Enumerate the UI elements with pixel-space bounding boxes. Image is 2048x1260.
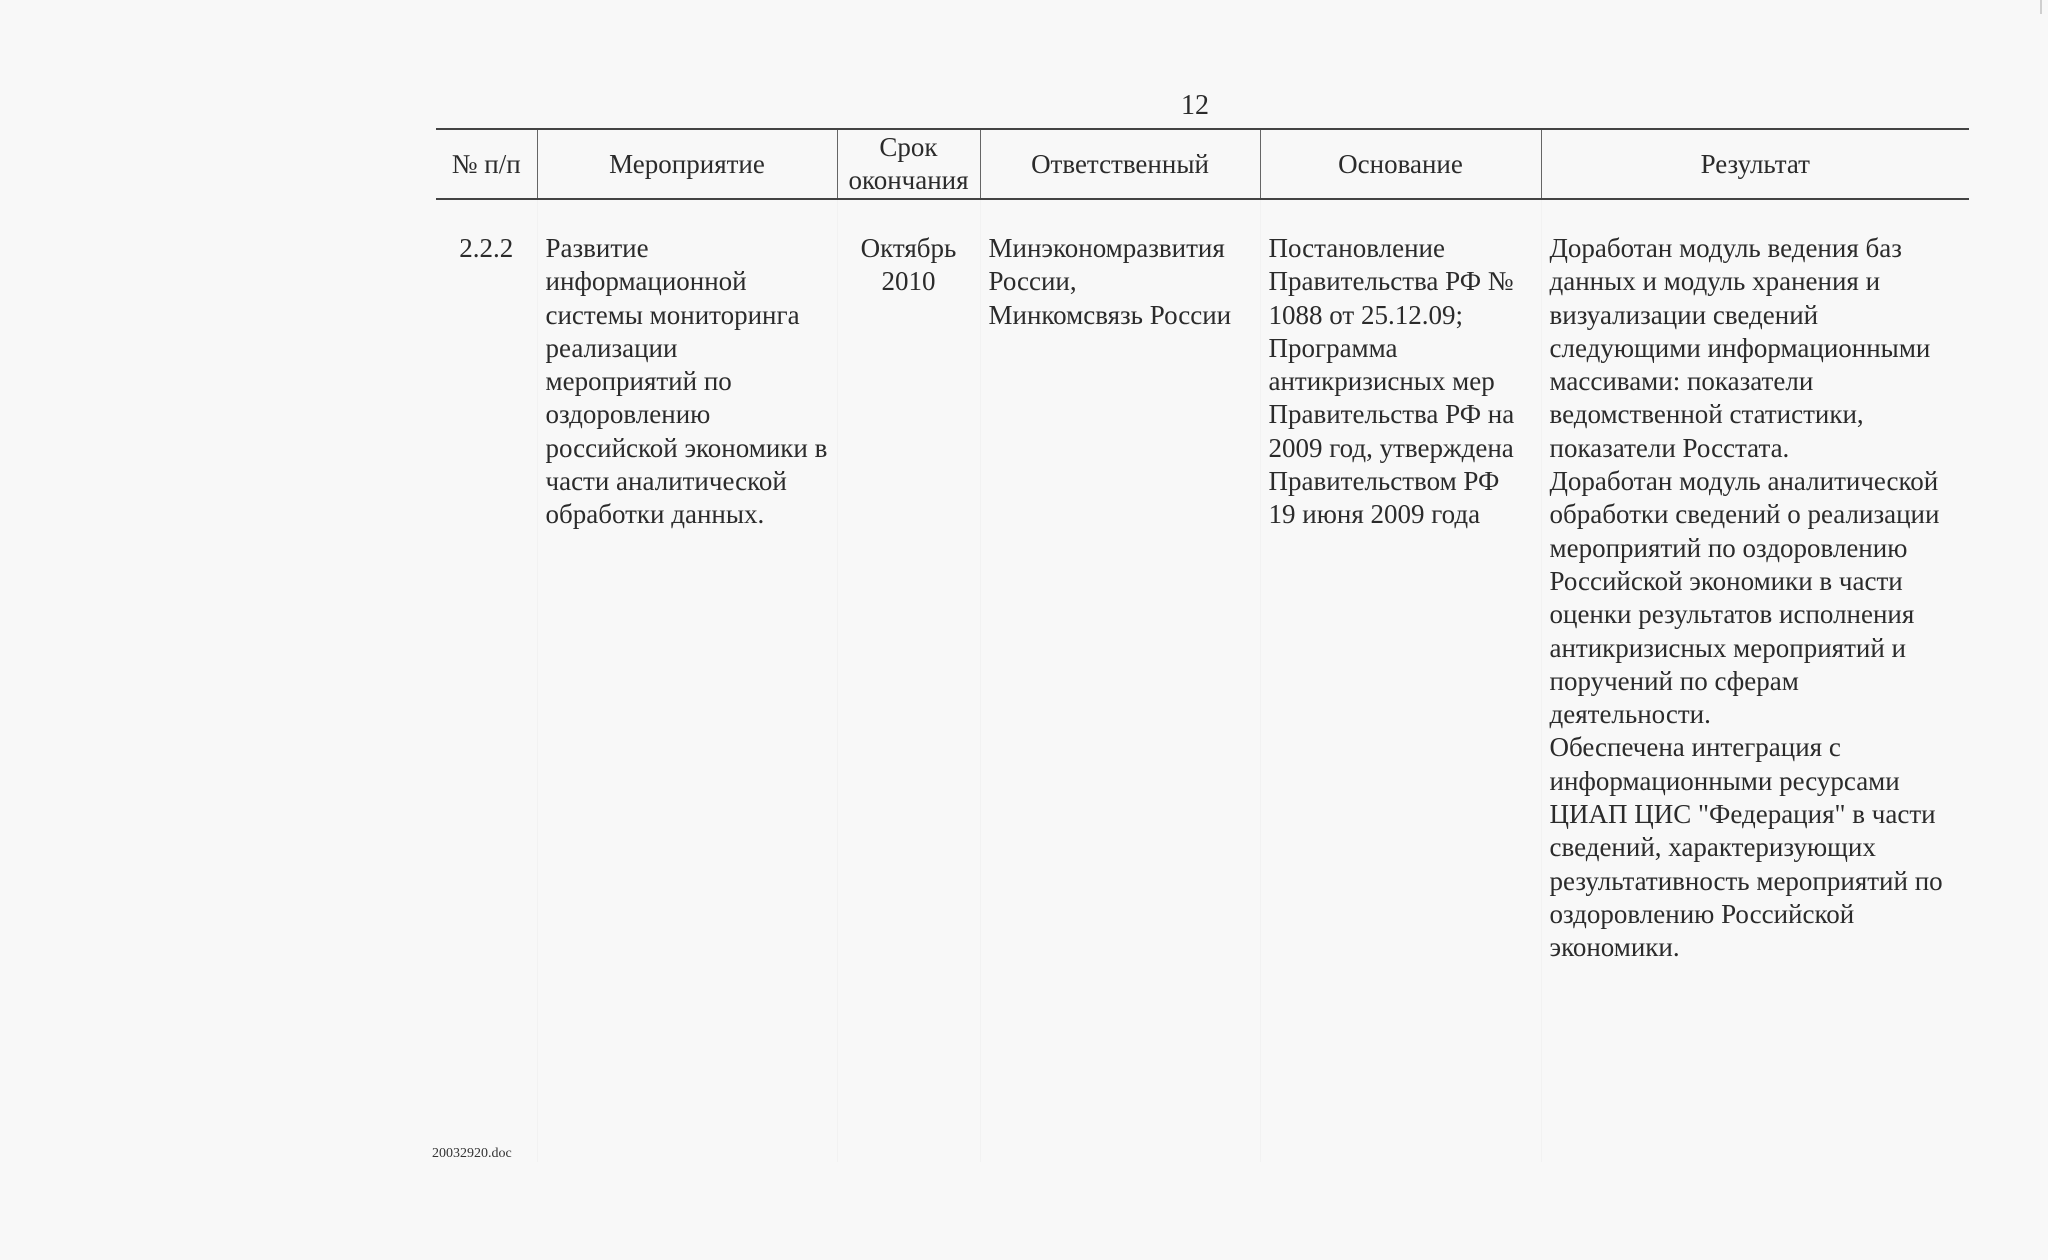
header-number: № п/п xyxy=(436,129,537,199)
table-row xyxy=(436,199,1969,1162)
header-activity: Мероприятие xyxy=(537,129,837,199)
header-deadline: Срок окончания xyxy=(837,129,980,199)
cell-activity: Развитие информационной системы мониторинга реализации мероприятий по оздоровлению российской экономики в части аналитической обработки данных. xyxy=(537,199,837,1162)
header-row xyxy=(436,129,1969,199)
scan-edge-mark xyxy=(2040,0,2042,14)
activities-table xyxy=(436,128,1969,1162)
table-header xyxy=(436,129,1969,199)
cell-deadline: Октябрь 2010 xyxy=(837,199,980,1162)
header-result: Результат xyxy=(1541,129,1969,199)
footer-filename: 20032920.doc xyxy=(432,1146,512,1161)
header-basis: Основание xyxy=(1260,129,1541,199)
page-number: 12 xyxy=(1181,90,1209,121)
cell-responsible: Минэкономразвития России, Минкомсвязь России xyxy=(980,199,1260,1162)
cell-basis: Постановление Правительства РФ № 1088 от 25.12.09; Программа антикризисных мер Правительства РФ на 2009 год, утверждена Правительством РФ 19 июня 2009 года xyxy=(1260,199,1541,1162)
cell-result: Доработан модуль ведения баз данных и модуль хранения и визуализации сведений следующими информационными массивами: показатели ведомственной статистики, показатели Росстата. Доработан модуль аналитической обработки сведений о реализации мероприятий по оздоровлению Российской экономики в части оценки результатов исполнения антикризисных мероприятий и поручений по сферам деятельности. Обеспечена интеграция с информационными ресурсами ЦИАП ЦИС "Федерация" в части сведений, характеризующих результативность мероприятий по оздоровлению Российской экономики. xyxy=(1541,199,1969,1162)
header-responsible: Ответственный xyxy=(980,129,1260,199)
table-body xyxy=(436,199,1969,1162)
cell-number: 2.2.2 xyxy=(459,233,514,263)
